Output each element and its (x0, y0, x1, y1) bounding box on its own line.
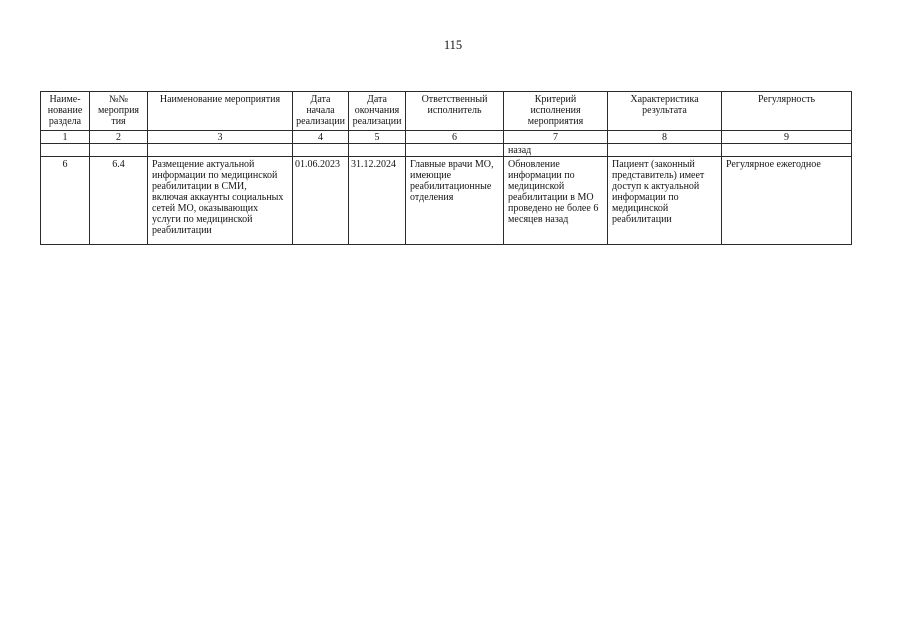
column-number-row (41, 131, 852, 144)
column-number: 8 (608, 131, 722, 144)
continuation-cell-empty (349, 144, 406, 157)
column-number: 4 (293, 131, 349, 144)
cell-section: 6 (41, 157, 90, 245)
column-number: 2 (90, 131, 148, 144)
continuation-cell-empty (90, 144, 148, 157)
cell-start-date: 01.06.2023 (293, 157, 349, 245)
header-criterion: Критерий исполнения мероприятия (504, 92, 608, 131)
cell-result: Пациент (законный представитель) имеет доступ к актуальной информации по медицинской реабилитации (608, 157, 722, 245)
column-number: 3 (148, 131, 293, 144)
header-activity-number: №№ мероприя тия (90, 92, 148, 131)
continuation-cell-empty (41, 144, 90, 157)
continuation-row (41, 144, 852, 157)
header-section-name: Наиме- нование раздела (41, 92, 90, 131)
cell-activity-name: Размещение актуальной информации по медицинской реабилитации в СМИ, включая аккаунты социальных сетей МО, оказывающих услуги по медицинской реабилитации (148, 157, 293, 245)
column-number: 1 (41, 131, 90, 144)
cell-end-date: 31.12.2024 (349, 157, 406, 245)
header-activity-name: Наименование мероприятия (148, 92, 293, 131)
table-row (41, 157, 852, 245)
header-responsible: Ответственный исполнитель (406, 92, 504, 131)
cell-activity-number: 6.4 (90, 157, 148, 245)
continuation-cell-empty (406, 144, 504, 157)
cell-criterion: Обновление информации по медицинской реабилитации в МО проведено не более 6 месяцев назад (504, 157, 608, 245)
continuation-cell-empty (722, 144, 852, 157)
continuation-cell-empty (293, 144, 349, 157)
header-start-date: Дата начала реализации (293, 92, 349, 131)
header-regularity: Регулярность (722, 92, 852, 131)
continuation-cell-empty (608, 144, 722, 157)
table-header-row (41, 92, 852, 131)
column-number: 7 (504, 131, 608, 144)
continuation-cell-empty (148, 144, 293, 157)
activities-table (40, 91, 852, 245)
continuation-criterion: назад (504, 144, 608, 157)
column-number: 6 (406, 131, 504, 144)
header-result: Характеристика результата (608, 92, 722, 131)
cell-regularity: Регулярное ежегодное (722, 157, 852, 245)
page-number: 115 (443, 38, 463, 52)
column-number: 9 (722, 131, 852, 144)
cell-responsible: Главные врачи МО, имеющие реабилитационные отделения (406, 157, 504, 245)
column-number: 5 (349, 131, 406, 144)
header-end-date: Дата окончания реализации (349, 92, 406, 131)
